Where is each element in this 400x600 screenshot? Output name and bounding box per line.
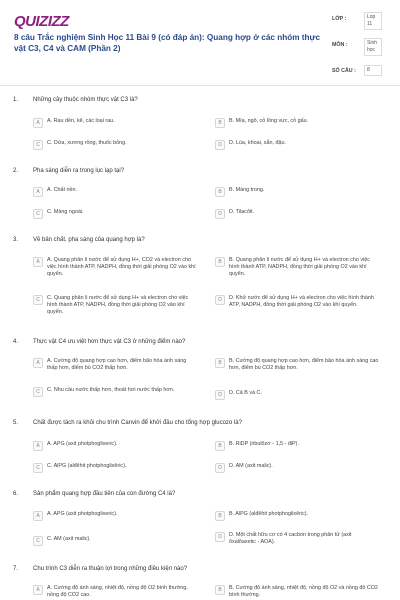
question-number: 1. bbox=[13, 97, 19, 103]
option-letter-box[interactable]: A bbox=[33, 118, 43, 128]
option-letter-box[interactable]: D bbox=[215, 140, 225, 150]
question-number: 6. bbox=[13, 491, 19, 497]
option-text: D. Khử nước để sử dụng H+ và electron cho việc hình thành ATP, NADPH, đồng thời giải phóng O2 vào khí quyển. bbox=[229, 295, 374, 308]
option-text: B. Màng trong. bbox=[229, 187, 265, 193]
question-text: Về bản chất, pha sáng của quang hợp là? bbox=[33, 237, 145, 243]
option-text: D. Tilacôit. bbox=[229, 209, 255, 215]
question-text: Thực vật C4 ưu việt hơn thực vật C3 ở những điểm nào? bbox=[33, 339, 186, 345]
page-header bbox=[0, 0, 400, 86]
option-text: A. Rau dền, kê, các loại rau. bbox=[47, 118, 115, 124]
option-letter-box[interactable]: C bbox=[33, 140, 43, 150]
option-text: C. Quang phân li nước để sử dụng H+ và electron cho việc hình thành ATP, NADPH, đồng thời giải phóng O2 vào khí quyển. bbox=[47, 295, 189, 315]
option-letter-box[interactable]: B bbox=[215, 257, 225, 267]
option-letter-box[interactable]: D bbox=[215, 463, 225, 473]
option-text: B. RiDP (ribulôzơ - 1,5 - điP). bbox=[229, 441, 299, 447]
option-letter-box[interactable]: D bbox=[215, 295, 225, 305]
option-text: C. Dứa, xương rồng, thuốc bỏng. bbox=[47, 140, 127, 146]
option-letter-box[interactable]: C bbox=[33, 209, 43, 219]
mon-label: MÔN : bbox=[332, 42, 348, 48]
option-text: C. Màng ngoài. bbox=[47, 209, 84, 215]
option-text: D. Cả B và C. bbox=[229, 390, 262, 396]
option-text: D. Lúa, khoai, sắn, đậu. bbox=[229, 140, 286, 146]
question-text: Sản phẩm quang hợp đầu tiên của con đường C4 là? bbox=[33, 491, 176, 497]
option-letter-box[interactable]: C bbox=[33, 536, 43, 546]
option-letter-box[interactable]: A bbox=[33, 358, 43, 368]
option-letter-box[interactable]: A bbox=[33, 257, 43, 267]
option-text: A. APG (axit photphoglixeric). bbox=[47, 511, 118, 517]
socau-label: SỐ CÂU : bbox=[332, 68, 356, 74]
option-letter-box[interactable]: D bbox=[215, 532, 225, 542]
question-text: Chất được tách ra khỏi chu trình Canvin để khởi đầu cho tổng hợp glucozo là? bbox=[33, 420, 242, 426]
question-number: 2. bbox=[13, 168, 19, 174]
option-text: A. Cường độ ánh sáng, nhiệt độ, nồng độ O2 bình thường, nồng độ CO2 cao. bbox=[47, 585, 188, 598]
option-letter-box[interactable]: D bbox=[215, 209, 225, 219]
option-text: B. Cường độ quang hợp cao hơn, điểm bão hòa ánh sáng cao hơn, điểm bù CO2 thấp hơn. bbox=[229, 358, 379, 371]
socau-value: 8 bbox=[364, 65, 382, 76]
option-text: C. AlPG (alđêhit photphoglixêric). bbox=[47, 463, 127, 469]
option-letter-box[interactable]: B bbox=[215, 585, 225, 595]
mon-value: Sinh học bbox=[364, 38, 382, 56]
question-number: 5. bbox=[13, 420, 19, 426]
option-letter-box[interactable]: B bbox=[215, 358, 225, 368]
quizizz-logo: QUIZIZZ bbox=[14, 13, 69, 30]
option-letter-box[interactable]: A bbox=[33, 441, 43, 451]
question-text: Những cây thuộc nhóm thực vật C3 là? bbox=[33, 97, 138, 103]
option-letter-box[interactable]: D bbox=[215, 390, 225, 400]
option-text: A. Chất nền. bbox=[47, 187, 77, 193]
option-text: B. AlPG (alđêhit photphoglixêric). bbox=[229, 511, 309, 517]
option-letter-box[interactable]: B bbox=[215, 187, 225, 197]
option-text: B. Mía, ngô, cỏ lồng vực, cỏ gấu. bbox=[229, 118, 309, 124]
question-number: 7. bbox=[13, 566, 19, 572]
option-text: B. Cường độ ánh sáng, nhiệt độ, nồng độ O2 và nồng độ CO2 bình thường. bbox=[229, 585, 378, 598]
option-letter-box[interactable]: A bbox=[33, 585, 43, 595]
lop-label: LỚP : bbox=[332, 16, 347, 22]
question-number: 3. bbox=[13, 237, 19, 243]
option-text: B. Quang phân li nước để sử dụng H+ và electron cho việc hình thành ATP, NADPH, đồng thời giải phóng O2 vào khí quyển. bbox=[229, 257, 370, 277]
option-text: C. AM (axit malic). bbox=[47, 536, 91, 542]
option-letter-box[interactable]: C bbox=[33, 463, 43, 473]
option-text: C. Nhu cầu nước thấp hơn, thoát hơi nước thấp hơn. bbox=[47, 387, 175, 393]
option-letter-box[interactable]: A bbox=[33, 187, 43, 197]
option-letter-box[interactable]: B bbox=[215, 511, 225, 521]
option-letter-box[interactable]: B bbox=[215, 118, 225, 128]
lop-value: Lop 11 bbox=[364, 12, 382, 30]
option-text: D. Một chất hữu cơ có 4 cacbon trong phân tử (axit ôxalôaxetic - AOA). bbox=[229, 532, 352, 545]
question-number: 4. bbox=[13, 339, 19, 345]
option-text: A. Cường độ quang hợp cao hơn, điểm bão hòa ánh sáng thấp hơn, điểm bù CO2 thấp hơn. bbox=[47, 358, 187, 371]
option-text: A. APG (axit photphoglixeric). bbox=[47, 441, 118, 447]
option-letter-box[interactable]: A bbox=[33, 511, 43, 521]
question-text: Chu trình C3 diễn ra thuận lợi trong những điều kiện nào? bbox=[33, 566, 188, 572]
document-title: 8 câu Trắc nghiệm Sinh Học 11 Bài 9 (có đáp án): Quang hợp ở các nhóm thực vật C3, C4 và CAM (Phần 2) bbox=[14, 33, 321, 53]
option-letter-box[interactable]: C bbox=[33, 387, 43, 397]
option-letter-box[interactable]: C bbox=[33, 295, 43, 305]
option-text: A. Quang phân li nước để sử dụng H+, CO2 và electron cho việc hình thành ATP, NADPH, đồng thời giải phóng O2 vào khí quyển. bbox=[47, 257, 196, 277]
question-text: Pha sáng diễn ra trong lục lạp tại? bbox=[33, 168, 125, 174]
option-text: D. AM (axit malic). bbox=[229, 463, 273, 469]
option-letter-box[interactable]: B bbox=[215, 441, 225, 451]
